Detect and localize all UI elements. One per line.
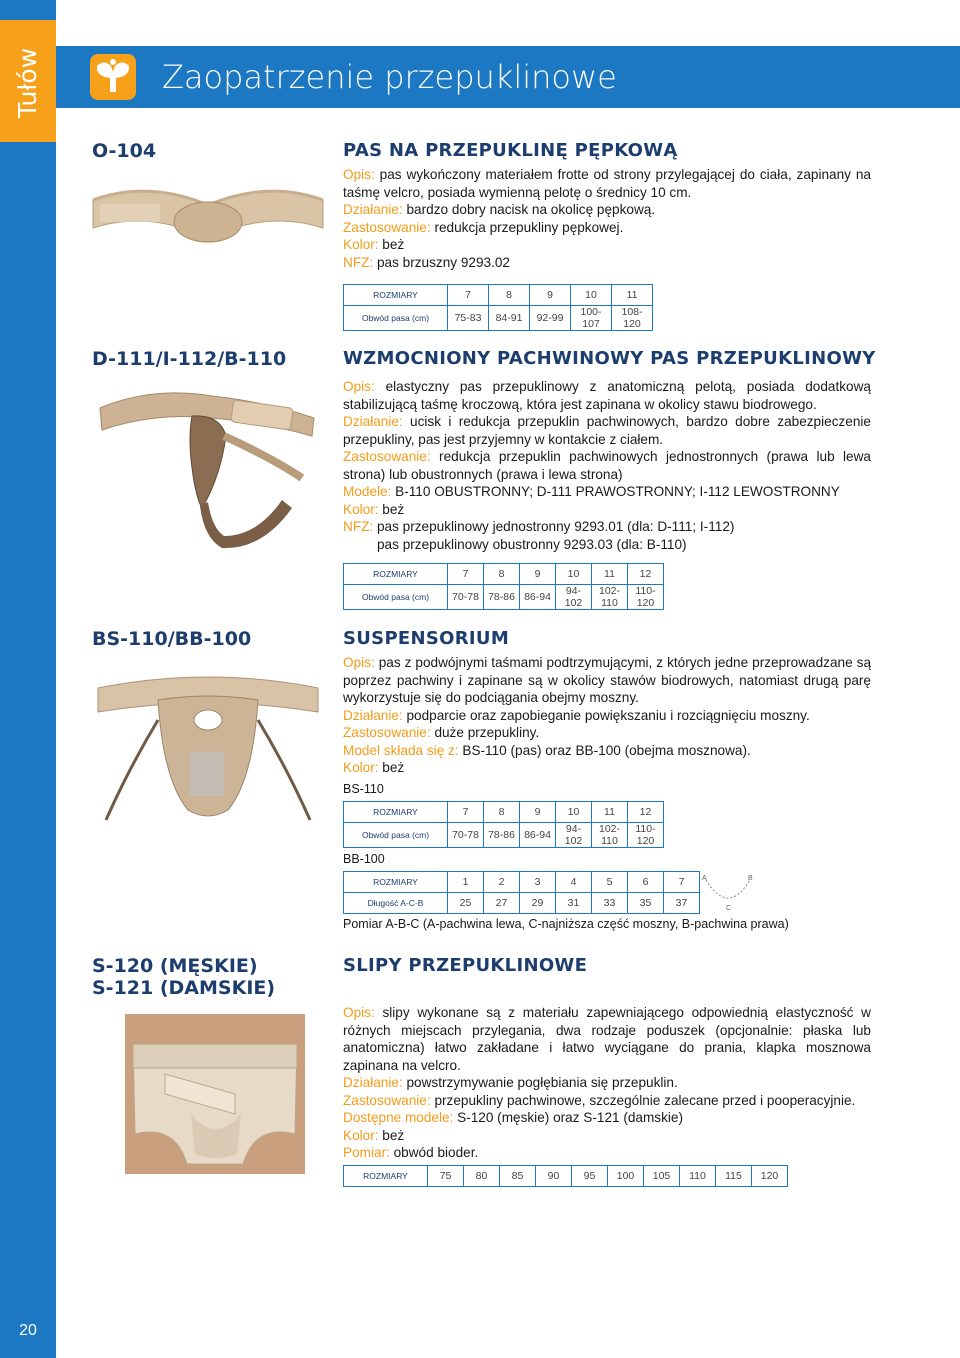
product-code: D-111/I-112/B-110: [92, 348, 287, 370]
size-table: [343, 284, 653, 331]
kolor-label: Kolor:: [343, 1127, 379, 1143]
measure-cell: 70-78: [448, 585, 484, 610]
size-cell: 10: [571, 285, 612, 306]
size-cell: 75: [428, 1166, 464, 1187]
size-cell: 105: [644, 1166, 680, 1187]
dzialanie-label: Działanie:: [343, 707, 403, 723]
modele-label: Modele:: [343, 484, 392, 499]
size-cell: 8: [484, 564, 520, 585]
measure-cell: 102-110: [592, 823, 628, 848]
size-cell: 7: [448, 802, 484, 823]
dzialanie-label: Działanie:: [343, 202, 403, 217]
sizes-header: ROZMIARY: [344, 872, 448, 893]
product-description: [343, 1004, 871, 1162]
product-title: WZMOCNIONY PACHWINOWY PAS PRZEPUKLINOWY: [343, 348, 876, 369]
dzialanie-label: Działanie:: [343, 414, 403, 429]
measure-cell: 108-120: [612, 306, 653, 331]
measure-cell: 70-78: [448, 823, 484, 848]
zastosowanie-text: redukcja przepukliny pępkowej.: [434, 219, 624, 235]
size-cell: 9: [530, 285, 571, 306]
measure-header: Obwód pasa (cm): [344, 585, 448, 610]
measure-cell: 100-107: [571, 306, 612, 331]
measure-cell: 94-102: [556, 585, 592, 610]
measure-cell: 102-110: [592, 585, 628, 610]
size-cell: 80: [464, 1166, 500, 1187]
opis-label: Opis:: [343, 167, 375, 182]
size-cell: 7: [448, 285, 489, 306]
measure-cell: 31: [556, 893, 592, 914]
opis-label: Opis:: [343, 1005, 375, 1020]
sidebar: [0, 0, 56, 1358]
measure-cell: 27: [484, 893, 520, 914]
nfz-label: NFZ:: [343, 254, 374, 270]
measure-cell: 110-120: [628, 585, 664, 610]
size-cell: 90: [536, 1166, 572, 1187]
product-title: PAS NA PRZEPUKLINĘ PĘPKOWĄ: [343, 140, 678, 161]
measure-header: Długość A-C-B: [344, 893, 448, 914]
dzialanie-text: bardzo dobry nacisk na okolicę pępkową.: [406, 202, 656, 217]
product-description: [343, 378, 871, 553]
size-cell: 115: [716, 1166, 752, 1187]
diagram-label-a: A: [702, 875, 707, 882]
kolor-label: Kolor:: [343, 760, 379, 775]
section-label: Tułów: [13, 47, 42, 118]
size-cell: 110: [680, 1166, 716, 1187]
modele-label: Dostępne modele:: [343, 1110, 454, 1125]
kolor-text: beż: [382, 760, 405, 775]
kolor-text: beż: [382, 1127, 405, 1143]
size-cell: 8: [484, 802, 520, 823]
size-cell: 11: [612, 285, 653, 306]
model-text: BS-110 (pas) oraz BB-100 (obejma mosznowa).: [462, 742, 751, 758]
kolor-text: beż: [382, 501, 405, 517]
product-title: SLIPY PRZEPUKLINOWE: [343, 955, 588, 976]
size-table-bb: [343, 871, 700, 914]
modele-text: S-120 (męskie) oraz S-121 (damskie): [457, 1110, 684, 1125]
sizes-header: ROZMIARY: [344, 564, 448, 585]
measure-cell: 86-94: [520, 585, 556, 610]
dzialanie-text: podparcie oraz zapobieganie powiększaniu i rozciągnięciu moszny.: [406, 707, 810, 723]
page-title: Zaopatrzenie przepuklinowe: [162, 58, 617, 96]
zastosowanie-label: Zastosowanie:: [343, 219, 431, 235]
size-cell: 10: [556, 802, 592, 823]
hernia-briefs-photo: [125, 1004, 305, 1174]
opis-text: pas wykończony materiałem frotte od strony przylegającej do ciała, zapinany na taśmę velcro, posiada wymienną pelotę o średnicy 10 cm.: [343, 167, 871, 200]
size-table-bs: [343, 801, 664, 848]
size-cell: 10: [556, 564, 592, 585]
measure-cell: 78-86: [484, 823, 520, 848]
size-cell: 9: [520, 802, 556, 823]
size-table: [343, 1165, 788, 1187]
dzialanie-text: ucisk i redukcja przepuklin pachwinowych, bardzo dobre zabezpieczenie przepukliny, pas jest przyjemny w kontakcie z ciałem.: [343, 414, 871, 447]
product-code: BS-110/BB-100: [92, 628, 252, 650]
size-cell: 9: [520, 564, 556, 585]
zastosowanie-text: redukcja przepuklin pachwinowych jednostronnych (prawa lub lewa strona) lub obustronnych (prawa i lewa strona): [343, 449, 871, 482]
brand-logo-icon: [90, 54, 136, 100]
bb-label: BB-100: [343, 852, 385, 866]
size-cell: 3: [520, 872, 556, 893]
measure-cell: 29: [520, 893, 556, 914]
diagram-label-b: B: [748, 875, 753, 882]
size-cell: 11: [592, 564, 628, 585]
pomiar-label: Pomiar:: [343, 1145, 390, 1160]
size-cell: 100: [608, 1166, 644, 1187]
size-cell: 12: [628, 564, 664, 585]
zastosowanie-label: Zastosowanie:: [343, 449, 431, 464]
zastosowanie-label: Zastosowanie:: [343, 1092, 431, 1108]
size-table: [343, 563, 664, 610]
measurement-diagram: [700, 872, 756, 912]
section-tab: [0, 20, 56, 142]
sizes-header: ROZMIARY: [344, 285, 448, 306]
model-label: Model składa się z:: [343, 742, 459, 758]
suspensorium-photo: [88, 660, 328, 850]
zastosowanie-text: przepukliny pachwinowe, szczególnie zalecane przed i pooperacyjnie.: [434, 1092, 856, 1108]
nfz-text: pas przepuklinowy jednostronny 9293.01 (dla: D-111; I-112): [376, 519, 735, 534]
dzialanie-label: Działanie:: [343, 1075, 403, 1090]
size-cell: 4: [556, 872, 592, 893]
measure-cell: 33: [592, 893, 628, 914]
zastosowanie-text: duże przepukliny.: [434, 725, 540, 740]
page-number: 20: [19, 1322, 37, 1339]
measure-header: Obwód pasa (cm): [344, 823, 448, 848]
size-cell: 1: [448, 872, 484, 893]
size-cell: 7: [448, 564, 484, 585]
nfz-label: NFZ:: [343, 519, 374, 534]
product-description: [343, 654, 871, 777]
size-cell: 12: [628, 802, 664, 823]
bs-label: BS-110: [343, 782, 384, 796]
zastosowanie-label: Zastosowanie:: [343, 725, 431, 740]
nfz-text-2: pas przepuklinowy obustronny 9293.03 (dla: B-110): [377, 536, 687, 552]
opis-label: Opis:: [343, 655, 375, 670]
measure-cell: 110-120: [628, 823, 664, 848]
size-cell: 2: [484, 872, 520, 893]
opis-text: elastyczny pas przepuklinowy z anatomiczną pelotą, posiada dodatkową stabilizującą taśmę kroczową, która jest zapinana w okolicy stawu biodrowego.: [343, 379, 871, 412]
product-title: SUSPENSORIUM: [343, 628, 510, 649]
measure-cell: 25: [448, 893, 484, 914]
measure-cell: 37: [664, 893, 700, 914]
umbilical-belt-photo: [88, 170, 328, 265]
measurement-note: Pomiar A-B-C (A-pachwina lewa, C-najniższa część moszny, B-pachwina prawa): [343, 917, 789, 931]
kolor-text: beż: [382, 237, 405, 252]
pomiar-text: obwód bioder.: [393, 1145, 479, 1160]
product-code: O-104: [92, 140, 157, 162]
size-cell: 5: [592, 872, 628, 893]
measure-cell: 78-86: [484, 585, 520, 610]
measure-cell: 35: [628, 893, 664, 914]
sizes-header: ROZMIARY: [344, 802, 448, 823]
diagram-label-c: C: [726, 905, 732, 912]
size-cell: 95: [572, 1166, 608, 1187]
measure-cell: 92-99: [530, 306, 571, 331]
nfz-text: pas brzuszny 9293.02: [376, 254, 510, 270]
size-cell: 7: [664, 872, 700, 893]
inguinal-belt-photo: [92, 378, 322, 558]
product-description: [343, 166, 871, 271]
measure-header: Obwód pasa (cm): [344, 306, 448, 331]
size-cell: 120: [752, 1166, 788, 1187]
modele-text: B-110 OBUSTRONNY; D-111 PRAWOSTRONNY; I-112 LEWOSTRONNY: [395, 484, 840, 499]
measure-cell: 84-91: [489, 306, 530, 331]
size-cell: 11: [592, 802, 628, 823]
measure-cell: 75-83: [448, 306, 489, 331]
size-cell: 6: [628, 872, 664, 893]
dzialanie-text: powstrzymywanie pogłębiania się przepuklin.: [406, 1075, 678, 1090]
product-code-2: S-121 (DAMSKIE): [92, 977, 276, 999]
kolor-label: Kolor:: [343, 501, 379, 517]
opis-text: pas z podwójnymi taśmami podtrzymującymi, z których jedne przeprowadzane są poprzez pachwiny i zapinane są w okolicy stawów biodrowych, natomiast drugą parę wykorzystuje się do podciągania obejmy moszny.: [343, 655, 871, 705]
size-cell: 8: [489, 285, 530, 306]
opis-label: Opis:: [343, 379, 375, 394]
product-code: S-120 (MĘSKIE): [92, 955, 258, 977]
sizes-header: ROZMIARY: [344, 1166, 428, 1187]
measure-cell: 94-102: [556, 823, 592, 848]
measure-cell: 86-94: [520, 823, 556, 848]
opis-text: slipy wykonane są z materiału zapewniającego odpowiednią elastyczność w różnych miejscach przylegania, dwa rodzaje poduszek (opcjonalnie: płaska lub anatomiczna) łatwo zakładane i łatwo wyciągane do prania, klapka mosznowa zapinana na velcro.: [343, 1005, 871, 1073]
kolor-label: Kolor:: [343, 237, 379, 252]
size-cell: 85: [500, 1166, 536, 1187]
